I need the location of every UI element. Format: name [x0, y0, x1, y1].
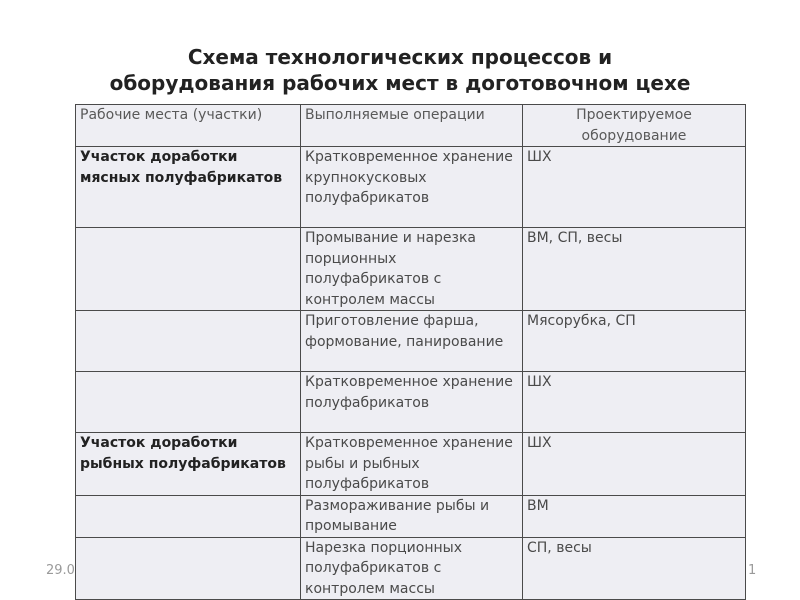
header-equipment: Проектируемое оборудование — [523, 105, 746, 147]
cell-area: Участок доработки рыбных полуфабрикатов — [76, 433, 301, 496]
cell-area — [76, 228, 301, 311]
cell-operation: Нарезка порционных полуфабрикатов с контролем массы — [301, 537, 523, 600]
header-operations: Выполняемые операции — [301, 105, 523, 147]
footer-date: 29.0 — [46, 563, 75, 578]
cell-operation: Промывание и нарезка порционных полуфабрикатов с контролем массы — [301, 228, 523, 311]
table-row — [76, 147, 746, 228]
table-row — [76, 495, 746, 537]
cell-operation: Кратковременное хранение полуфабрикатов — [301, 372, 523, 433]
footer-page-number: 1 — [748, 563, 757, 578]
cell-equipment: ШХ — [523, 433, 746, 496]
cell-equipment: ВМ — [523, 495, 746, 537]
table-row — [76, 433, 746, 496]
table-row — [76, 311, 746, 372]
cell-equipment: ШХ — [523, 372, 746, 433]
title-line-1: Схема технологических процессов и — [187, 45, 613, 69]
cell-area — [76, 311, 301, 372]
header-workplaces: Рабочие места (участки) — [76, 105, 301, 147]
table-row — [76, 228, 746, 311]
cell-equipment: ШХ — [523, 147, 746, 228]
cell-area — [76, 495, 301, 537]
cell-area — [76, 537, 301, 600]
cell-operation: Размораживание рыбы и промывание — [301, 495, 523, 537]
cell-operation: Кратковременное хранение рыбы и рыбных полуфабрикатов — [301, 433, 523, 496]
cell-area: Участок доработки мясных полуфабрикатов — [76, 147, 301, 228]
workplace-table — [75, 104, 746, 600]
title-line-2: оборудования рабочих мест в доготовочном цехе — [109, 71, 691, 95]
cell-area — [76, 372, 301, 433]
cell-equipment: ВМ, СП, весы — [523, 228, 746, 311]
cell-equipment: Мясорубка, СП — [523, 311, 746, 372]
table-header-row — [76, 105, 746, 147]
table-row — [76, 537, 746, 600]
slide-title — [0, 44, 800, 96]
cell-operation: Приготовление фарша, формование, панирование — [301, 311, 523, 372]
cell-operation: Кратковременное хранение крупнокусковых полуфабрикатов — [301, 147, 523, 228]
table-row — [76, 372, 746, 433]
cell-equipment: СП, весы — [523, 537, 746, 600]
workplace-table-container — [75, 104, 745, 600]
